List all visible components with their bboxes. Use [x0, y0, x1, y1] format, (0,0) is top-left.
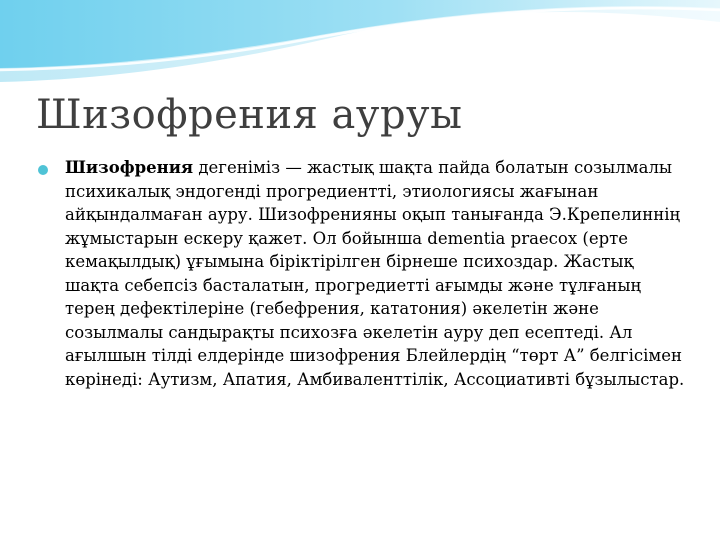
bullet-dot-icon [38, 165, 48, 175]
bullet-text [65, 156, 685, 391]
slide-title: Шизофрения ауруы [36, 92, 463, 138]
bullet-term: Шизофрения [65, 158, 194, 177]
bullet-definition: дегеніміз — жастық шақта пайда болатын созылмалы психикалық эндогенді прогредиентті, этиологиясы жағынан айқындалмаған ауру. Шизофренияны оқып танығанда Э.Крепелиннің жұмыстарын ескеру қажет. Ол бойынша dementia praecox (ерте кемақылдық) ұғымына біріктірілген бірнеше психоздар. Жастық шақта себепсіз басталатын, прогредиетті ағымды және тұлғаның терең дефектілеріне (гебефрения, кататония) әкелетін және созылмалы сандырақты психозға әкелетін ауру деп есептеді. Ал ағылшын тілді елдерінде шизофрения Блейлердің “төрт А” белгісімен көрінеді: Аутизм, Апатия, Амбиваленттілік, Ассоциативті бұзылыстар. [65, 158, 685, 389]
header-wave-decoration [0, 0, 720, 100]
